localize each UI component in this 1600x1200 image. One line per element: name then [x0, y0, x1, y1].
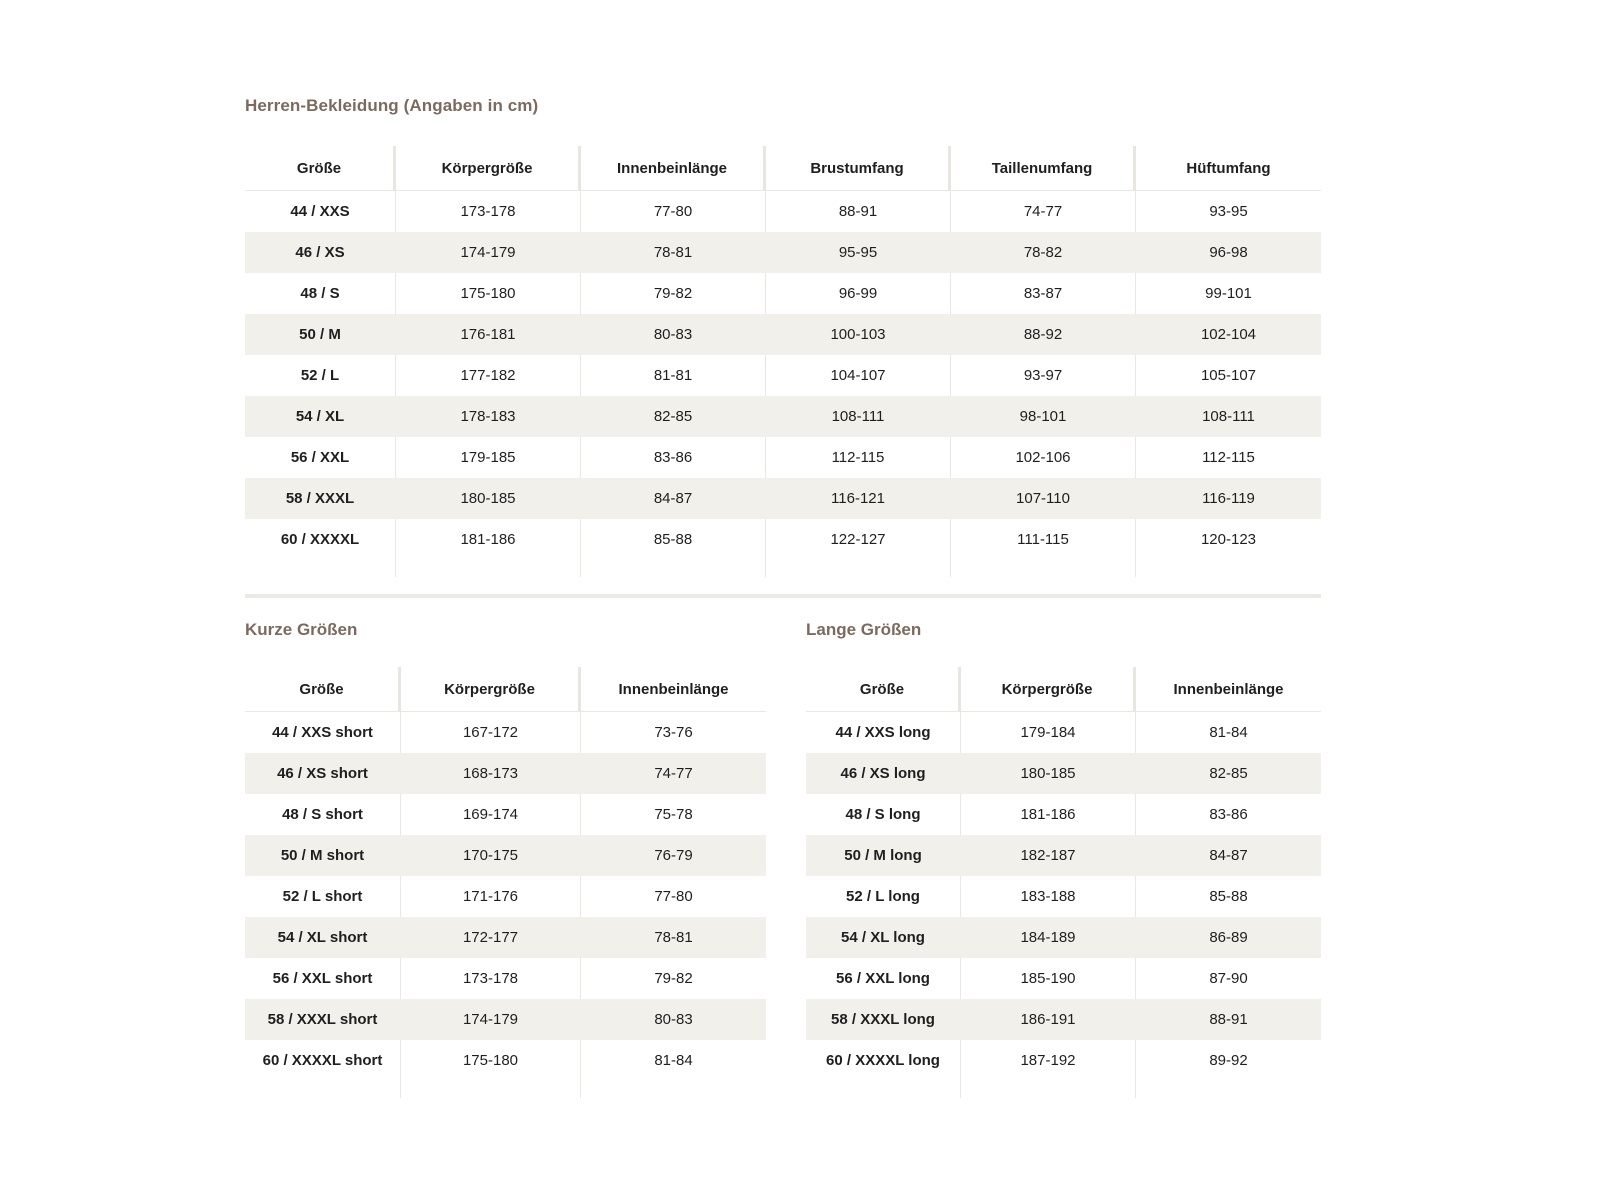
tail-cell	[961, 1081, 1136, 1098]
table-row	[806, 876, 1321, 917]
value-cell: 175-180	[401, 1040, 581, 1081]
value-cell: 167-172	[401, 712, 581, 753]
value-cell: 104-107	[766, 355, 951, 396]
value-cell: 183-188	[961, 876, 1136, 917]
value-cell: 77-80	[581, 191, 766, 232]
table-row	[245, 917, 766, 958]
column-header: Innenbeinlänge	[1136, 667, 1321, 712]
size-cell: 60 / XXXXL long	[806, 1040, 961, 1081]
value-cell: 76-79	[581, 835, 766, 876]
table-row	[245, 478, 1321, 519]
value-cell: 174-179	[396, 232, 581, 273]
column-header: Brustumfang	[766, 146, 951, 191]
value-cell: 81-81	[581, 355, 766, 396]
value-cell: 84-87	[581, 478, 766, 519]
table-row	[806, 1040, 1321, 1081]
value-cell: 88-92	[951, 314, 1136, 355]
value-cell: 180-185	[961, 753, 1136, 794]
size-cell: 60 / XXXXL	[245, 519, 396, 560]
value-cell: 81-84	[581, 1040, 766, 1081]
size-cell: 52 / L	[245, 355, 396, 396]
value-cell: 78-82	[951, 232, 1136, 273]
value-cell: 102-104	[1136, 314, 1321, 355]
value-cell: 111-115	[951, 519, 1136, 560]
value-cell: 95-95	[766, 232, 951, 273]
header-row	[806, 667, 1321, 712]
table-row	[245, 396, 1321, 437]
value-cell: 181-186	[961, 794, 1136, 835]
tail-cell	[766, 560, 951, 577]
size-chart-content	[245, 0, 1321, 1098]
value-cell: 79-82	[581, 273, 766, 314]
page-title: Herren-Bekleidung (Angaben in cm)	[245, 96, 539, 115]
size-cell: 58 / XXXL	[245, 478, 396, 519]
value-cell: 122-127	[766, 519, 951, 560]
size-cell: 54 / XL	[245, 396, 396, 437]
size-cell: 44 / XXS	[245, 191, 396, 232]
size-cell: 52 / L long	[806, 876, 961, 917]
value-cell: 83-86	[1136, 794, 1321, 835]
value-cell: 102-106	[951, 437, 1136, 478]
value-cell: 187-192	[961, 1040, 1136, 1081]
value-cell: 177-182	[396, 355, 581, 396]
size-cell: 48 / S short	[245, 794, 401, 835]
short-sizes-title: Kurze Größen	[245, 620, 358, 639]
table-row	[245, 753, 766, 794]
value-cell: 78-81	[581, 232, 766, 273]
value-cell: 185-190	[961, 958, 1136, 999]
size-cell: 48 / S long	[806, 794, 961, 835]
value-cell: 179-185	[396, 437, 581, 478]
size-cell: 46 / XS long	[806, 753, 961, 794]
long-sizes-table	[806, 667, 1321, 1098]
table-tail	[806, 1081, 1321, 1098]
table-tail	[245, 1081, 766, 1098]
column-header: Körpergröße	[401, 667, 581, 712]
size-cell: 50 / M long	[806, 835, 961, 876]
size-cell: 50 / M	[245, 314, 396, 355]
tail-cell	[401, 1081, 581, 1098]
value-cell: 93-95	[1136, 191, 1321, 232]
value-cell: 172-177	[401, 917, 581, 958]
size-cell: 58 / XXXL long	[806, 999, 961, 1040]
value-cell: 108-111	[766, 396, 951, 437]
tail-cell	[396, 560, 581, 577]
value-cell: 85-88	[1136, 876, 1321, 917]
size-cell: 60 / XXXXL short	[245, 1040, 401, 1081]
table-row	[245, 273, 1321, 314]
long-sizes-section	[806, 620, 1321, 1098]
size-cell: 44 / XXS short	[245, 712, 401, 753]
size-cell: 50 / M short	[245, 835, 401, 876]
table-row	[245, 314, 1321, 355]
value-cell: 105-107	[1136, 355, 1321, 396]
value-cell: 108-111	[1136, 396, 1321, 437]
table-row	[245, 355, 1321, 396]
value-cell: 74-77	[951, 191, 1136, 232]
value-cell: 73-76	[581, 712, 766, 753]
value-cell: 88-91	[1136, 999, 1321, 1040]
value-cell: 77-80	[581, 876, 766, 917]
value-cell: 175-180	[396, 273, 581, 314]
column-header: Taillenumfang	[951, 146, 1136, 191]
size-cell: 52 / L short	[245, 876, 401, 917]
value-cell: 178-183	[396, 396, 581, 437]
value-cell: 85-88	[581, 519, 766, 560]
tail-cell	[951, 560, 1136, 577]
column-header: Größe	[245, 146, 396, 191]
value-cell: 78-81	[581, 917, 766, 958]
value-cell: 96-98	[1136, 232, 1321, 273]
value-cell: 86-89	[1136, 917, 1321, 958]
size-cell: 58 / XXXL short	[245, 999, 401, 1040]
table-row	[806, 999, 1321, 1040]
value-cell: 81-84	[1136, 712, 1321, 753]
table-row	[245, 794, 766, 835]
value-cell: 99-101	[1136, 273, 1321, 314]
value-cell: 75-78	[581, 794, 766, 835]
value-cell: 82-85	[1136, 753, 1321, 794]
size-cell: 56 / XXL long	[806, 958, 961, 999]
table-row	[245, 519, 1321, 560]
value-cell: 169-174	[401, 794, 581, 835]
value-cell: 116-121	[766, 478, 951, 519]
value-cell: 83-86	[581, 437, 766, 478]
tail-cell	[1136, 560, 1321, 577]
table-tail	[245, 560, 1321, 577]
long-sizes-title: Lange Größen	[806, 620, 922, 639]
tail-cell	[806, 1081, 961, 1098]
mens-clothing-size-table	[245, 146, 1321, 577]
section-divider	[245, 594, 1321, 598]
tail-cell	[1136, 1081, 1321, 1098]
table-row	[806, 958, 1321, 999]
column-header: Größe	[806, 667, 961, 712]
table-row	[245, 437, 1321, 478]
value-cell: 174-179	[401, 999, 581, 1040]
size-cell: 54 / XL short	[245, 917, 401, 958]
value-cell: 89-92	[1136, 1040, 1321, 1081]
table-row	[806, 835, 1321, 876]
value-cell: 182-187	[961, 835, 1136, 876]
table-row	[806, 917, 1321, 958]
value-cell: 96-99	[766, 273, 951, 314]
value-cell: 93-97	[951, 355, 1136, 396]
value-cell: 84-87	[1136, 835, 1321, 876]
value-cell: 116-119	[1136, 478, 1321, 519]
column-header: Hüftumfang	[1136, 146, 1321, 191]
value-cell: 98-101	[951, 396, 1136, 437]
size-cell: 46 / XS	[245, 232, 396, 273]
value-cell: 179-184	[961, 712, 1136, 753]
size-cell: 46 / XS short	[245, 753, 401, 794]
value-cell: 186-191	[961, 999, 1136, 1040]
value-cell: 173-178	[396, 191, 581, 232]
value-cell: 79-82	[581, 958, 766, 999]
column-header: Innenbeinlänge	[581, 667, 766, 712]
value-cell: 100-103	[766, 314, 951, 355]
table-row	[245, 835, 766, 876]
value-cell: 170-175	[401, 835, 581, 876]
table-row	[245, 999, 766, 1040]
tail-cell	[245, 560, 396, 577]
size-cell: 56 / XXL	[245, 437, 396, 478]
table-row	[806, 794, 1321, 835]
table-row	[245, 712, 766, 753]
table-row	[245, 876, 766, 917]
value-cell: 80-83	[581, 999, 766, 1040]
header-row	[245, 667, 766, 712]
value-cell: 184-189	[961, 917, 1136, 958]
value-cell: 107-110	[951, 478, 1136, 519]
value-cell: 74-77	[581, 753, 766, 794]
value-cell: 80-83	[581, 314, 766, 355]
size-cell: 54 / XL long	[806, 917, 961, 958]
header-row	[245, 146, 1321, 191]
table-row	[245, 958, 766, 999]
short-long-sections	[245, 620, 1321, 1098]
value-cell: 176-181	[396, 314, 581, 355]
tail-cell	[581, 1081, 766, 1098]
value-cell: 88-91	[766, 191, 951, 232]
tail-cell	[581, 560, 766, 577]
table-row	[245, 1040, 766, 1081]
column-header: Körpergröße	[396, 146, 581, 191]
table-row	[245, 191, 1321, 232]
column-header: Größe	[245, 667, 401, 712]
value-cell: 180-185	[396, 478, 581, 519]
value-cell: 112-115	[766, 437, 951, 478]
short-sizes-table	[245, 667, 766, 1098]
value-cell: 82-85	[581, 396, 766, 437]
size-cell: 44 / XXS long	[806, 712, 961, 753]
value-cell: 83-87	[951, 273, 1136, 314]
value-cell: 171-176	[401, 876, 581, 917]
size-cell: 56 / XXL short	[245, 958, 401, 999]
table-row	[245, 232, 1321, 273]
value-cell: 168-173	[401, 753, 581, 794]
table-row	[806, 753, 1321, 794]
value-cell: 87-90	[1136, 958, 1321, 999]
value-cell: 120-123	[1136, 519, 1321, 560]
tail-cell	[245, 1081, 401, 1098]
value-cell: 112-115	[1136, 437, 1321, 478]
size-cell: 48 / S	[245, 273, 396, 314]
table-row	[806, 712, 1321, 753]
column-header: Innenbeinlänge	[581, 146, 766, 191]
value-cell: 181-186	[396, 519, 581, 560]
column-header: Körpergröße	[961, 667, 1136, 712]
value-cell: 173-178	[401, 958, 581, 999]
short-sizes-section	[245, 620, 766, 1098]
